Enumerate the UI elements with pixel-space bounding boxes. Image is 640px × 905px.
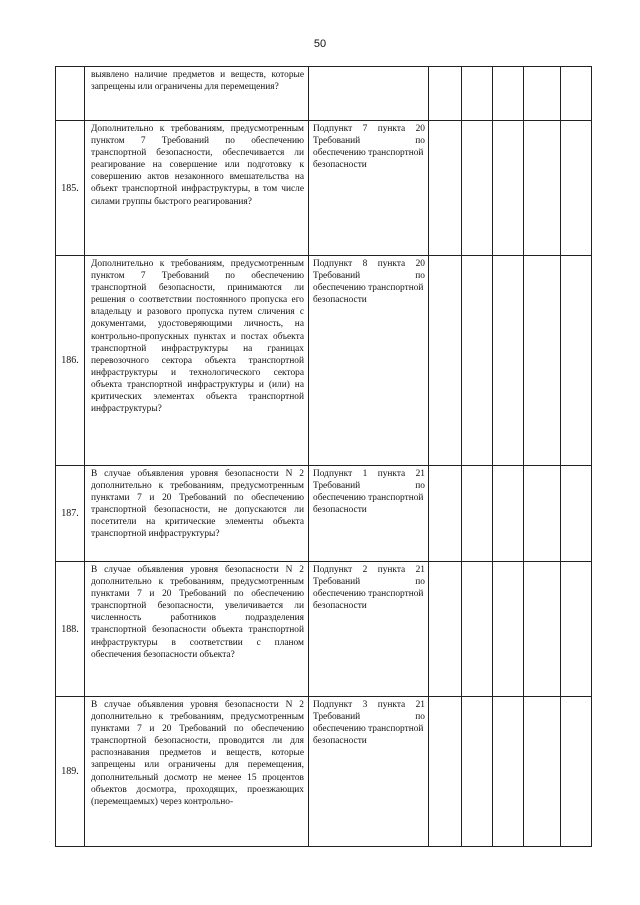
reference-word: Требований [313, 271, 361, 282]
question-cell: Дополнительно к требованиям, предусмотренным пунктом 7 Требований по обеспечению транспортной безопасности, принимаются ли решения о соответствии постоянного пропуска его владельцу и разового пропуска путем сличения с документами, удостоверяющими личность, на контрольно-пропускных пунктах и постах объекта транспортной инфраструктуры на границах перевозочного сектора объекта транспортной инфраструктуры и технологического сектора объекта транспортной инфраструктуры и (или) на критических элементах объекта транспортной инфраструктуры? [85, 256, 309, 466]
answer-cell[interactable] [493, 697, 524, 847]
answer-cell[interactable] [462, 466, 493, 562]
question-cell: Дополнительно к требованиям, предусмотренным пунктом 7 Требований по обеспечению транспортной безопасности, обеспечивается ли реагирование на совершение или подготовку к совершению актов незаконного вмешательства на объект транспортной инфраструктуры, в том числе силами группы быстрого реагирования? [85, 121, 309, 256]
answer-cell[interactable] [561, 562, 592, 697]
reference-line [313, 480, 425, 492]
page-number: 50 [313, 38, 327, 50]
answer-cell[interactable] [493, 466, 524, 562]
answer-cell[interactable] [561, 67, 592, 121]
answer-cell[interactable] [429, 256, 462, 466]
reference-word: по [415, 136, 425, 147]
reference-cell [309, 121, 429, 256]
table-row [56, 256, 592, 466]
answer-cell[interactable] [524, 256, 561, 466]
row-number: 189. [56, 697, 85, 847]
answer-cell[interactable] [429, 121, 462, 256]
table-row [56, 466, 592, 562]
answer-cell[interactable] [429, 697, 462, 847]
row-number: 185. [56, 121, 85, 256]
reference-word: по [415, 577, 425, 588]
answer-cell[interactable] [561, 256, 592, 466]
answer-cell[interactable] [493, 256, 524, 466]
reference-cell [309, 697, 429, 847]
reference-text: обеспечению транспортной безопасности [313, 148, 424, 171]
reference-word: Требований [313, 481, 361, 492]
answer-cell[interactable] [561, 121, 592, 256]
row-number: 186. [56, 256, 85, 466]
reference-text: обеспечению транспортной безопасности [313, 493, 424, 516]
reference-line [313, 711, 425, 723]
answer-cell[interactable] [524, 697, 561, 847]
question-cell: В случае объявления уровня безопасности N 2 дополнительно к требованиям, предусмотренным пунктами 7 и 20 Требований по обеспечению транспортной безопасности, увеличивается ли численность работников подразделения транспортной безопасности объекта транспортной инфраструктуры в соответствии с планом обеспечения безопасности объекта? [85, 562, 309, 697]
answer-cell[interactable] [561, 697, 592, 847]
answer-cell[interactable] [462, 67, 493, 121]
answer-cell[interactable] [429, 466, 462, 562]
reference-cell [309, 562, 429, 697]
reference-line [313, 135, 425, 147]
reference-line: Подпункт 3 пункта 21 [313, 700, 425, 710]
row-number: 188. [56, 562, 85, 697]
answer-cell[interactable] [493, 121, 524, 256]
answer-cell[interactable] [493, 67, 524, 121]
table-row [56, 697, 592, 847]
answer-cell[interactable] [462, 697, 493, 847]
answer-cell[interactable] [524, 121, 561, 256]
reference-word: Требований [313, 577, 361, 588]
reference-line [313, 576, 425, 588]
row-number [56, 67, 85, 121]
table-row [56, 67, 592, 121]
answer-cell[interactable] [429, 562, 462, 697]
reference-word: по [415, 712, 425, 723]
question-cell: В случае объявления уровня безопасности N 2 дополнительно к требованиям, предусмотренным пунктами 7 и 20 Требований по обеспечению транспортной безопасности, проводится ли для распознавания предметов и веществ, которые запрещены или ограничены для перемещения, дополнительный досмотр не менее 15 процентов объектов досмотра, проходящих, проезжающих (перемещаемых) через контрольно- [85, 697, 309, 847]
row-number: 187. [56, 466, 85, 562]
answer-cell[interactable] [462, 256, 493, 466]
reference-line: Подпункт 7 пункта 20 [313, 124, 425, 134]
answer-cell[interactable] [462, 562, 493, 697]
reference-word: по [415, 481, 425, 492]
reference-word: по [415, 271, 425, 282]
reference-text: обеспечению транспортной безопасности [313, 283, 424, 306]
answer-cell[interactable] [524, 562, 561, 697]
answer-cell[interactable] [493, 562, 524, 697]
answer-cell[interactable] [462, 121, 493, 256]
answer-cell[interactable] [524, 67, 561, 121]
reference-word: Требований [313, 712, 361, 723]
answer-cell[interactable] [524, 466, 561, 562]
reference-cell [309, 67, 429, 121]
reference-text: обеспечению транспортной безопасности [313, 724, 424, 747]
reference-text: обеспечению транспортной безопасности [313, 589, 424, 612]
question-cell: В случае объявления уровня безопасности N 2 дополнительно к требованиям, предусмотренным пунктами 7 и 20 Требований по обеспечению транспортной безопасности, не допускаются ли посетители на критические элементы объекта транспортной инфраструктуры? [85, 466, 309, 562]
table-row [56, 121, 592, 256]
question-cell: выявлено наличие предметов и веществ, которые запрещены или ограничены для перемещения? [85, 67, 309, 121]
reference-line: Подпункт 2 пункта 21 [313, 565, 425, 575]
reference-cell [309, 466, 429, 562]
reference-line: Подпункт 8 пункта 20 [313, 259, 425, 269]
reference-line: Подпункт 1 пункта 21 [313, 469, 425, 479]
reference-line [313, 270, 425, 282]
answer-cell[interactable] [561, 466, 592, 562]
checklist-table [55, 66, 592, 847]
reference-word: Требований [313, 136, 361, 147]
answer-cell[interactable] [429, 67, 462, 121]
table-row [56, 562, 592, 697]
reference-cell [309, 256, 429, 466]
